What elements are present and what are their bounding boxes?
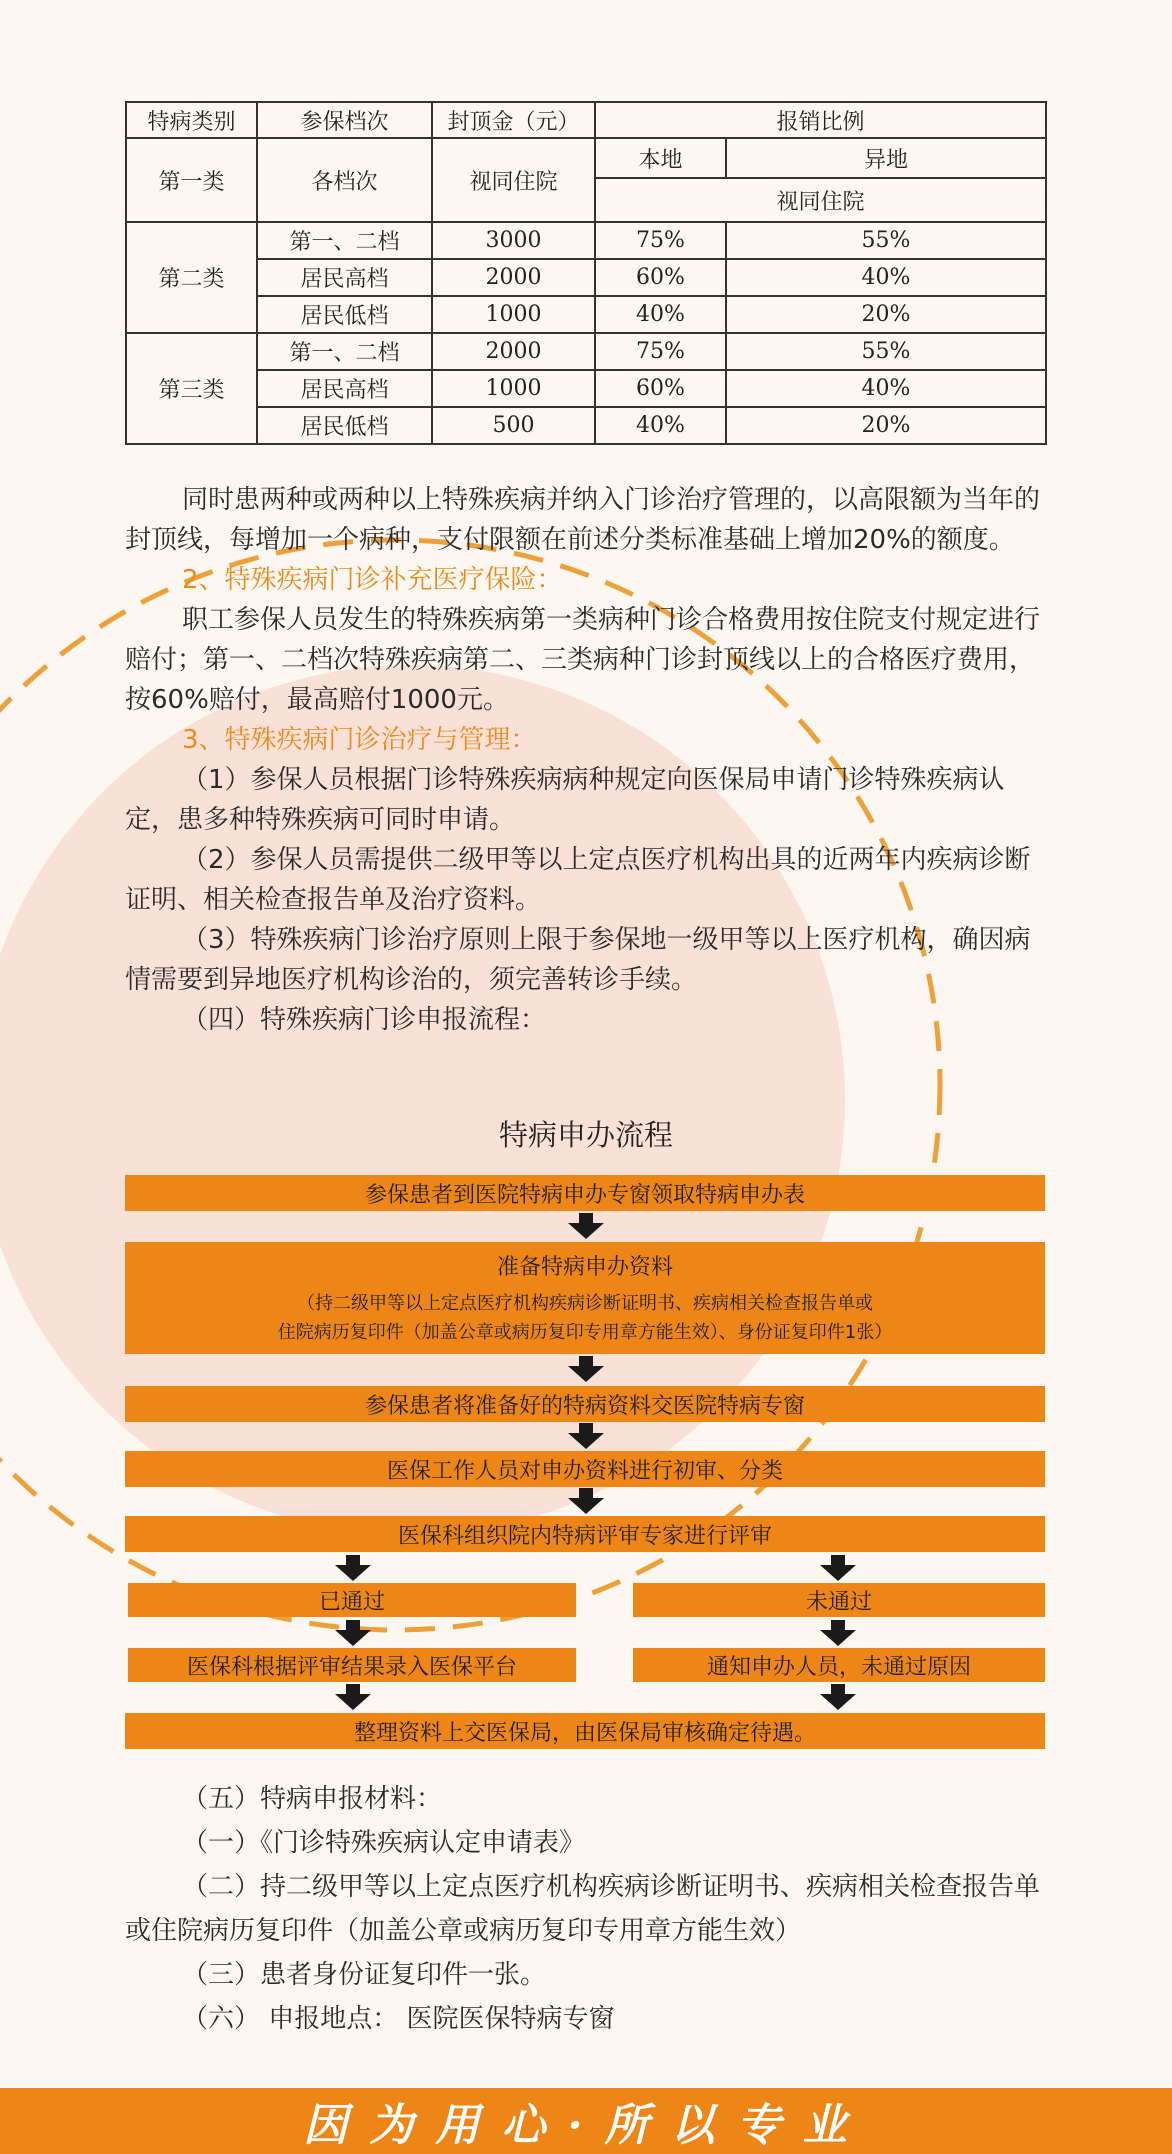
flow-final-label: 整理资料上交医保局，由医保局审核确定待遇。	[353, 1720, 816, 1746]
arrow-down-icon	[568, 1488, 604, 1514]
table-cell: 55%	[726, 333, 1046, 370]
table-cell: 60%	[595, 259, 726, 296]
flow-failed-next-label: 通知申办人员，未通过原因	[706, 1654, 971, 1680]
table-cell: 居民高档	[257, 370, 432, 407]
flow-step-3	[125, 1386, 1045, 1422]
flow-failed	[633, 1583, 1045, 1617]
table-cell: 20%	[726, 296, 1046, 333]
table-cell: 40%	[595, 296, 726, 333]
paragraph-management-1: （1）参保人员根据门诊特殊疾病病种规定向医保局申请门诊特殊疾病认定，患多种特殊疾病可同时申请。	[125, 765, 1005, 835]
policy-text	[125, 480, 1045, 1040]
class3-category: 第三类	[126, 333, 257, 444]
flow-step-5-label: 医保科组织院内特病评审专家进行评审	[397, 1523, 772, 1549]
table-cell: 75%	[595, 222, 726, 259]
table-cell: 40%	[726, 370, 1046, 407]
paragraph-multiple-diseases: 同时患两种或两种以上特殊疾病并纳入门诊治疗管理的，以高限额为当年的封顶线，每增加一个病种，支付限额在前述分类标准基础上增加20%的额度。	[125, 485, 1041, 555]
paragraph-flow-intro: （四）特殊疾病门诊申报流程：	[182, 1005, 547, 1035]
flow-failed-next	[633, 1648, 1045, 1682]
arrow-down-icon	[335, 1620, 371, 1646]
table-cell: 1000	[432, 296, 595, 333]
table-cell: 55%	[726, 222, 1046, 259]
table-cell: 2000	[432, 259, 595, 296]
reimbursement-table	[125, 101, 1047, 445]
materials-item-3: （三）患者身份证复印件一张。	[182, 1960, 547, 1990]
flow-step-2-detail-2: 住院病历复印件（加盖公章或病历复印专用章方能生效）、身份证复印件1张）	[277, 1321, 893, 1343]
table-cell: 60%	[595, 370, 726, 407]
table-cell: 居民低档	[257, 296, 432, 333]
table-cell: 20%	[726, 407, 1046, 444]
paragraph-management-2: （2）参保人员需提供二级甲等以上定点医疗机构出具的近两年内疾病诊断证明、相关检查报告单及治疗资料。	[125, 845, 1031, 915]
flow-step-2	[125, 1242, 1045, 1354]
paragraph-supplementary: 职工参保人员发生的特殊疾病第一类病种门诊合格费用按住院支付规定进行赔付；第一、二档次特殊疾病第二、三类病种门诊封顶线以上的合格医疗费用，按60%赔付，最高赔付1000元。	[125, 605, 1041, 715]
header-local: 本地	[595, 138, 726, 178]
materials-item-1: （一）《门诊特殊疾病认定申请表》	[182, 1828, 586, 1858]
table-cell: 1000	[432, 370, 595, 407]
application-location: （六） 申报地点： 医院医保特病专窗	[182, 2004, 615, 2034]
table-cell: 2000	[432, 333, 595, 370]
flow-step-1-label: 参保患者到医院特病申办专窗领取特病申办表	[364, 1182, 805, 1208]
flow-failed-label: 未通过	[805, 1589, 872, 1615]
flow-passed-next-label: 医保科根据评审结果录入医保平台	[186, 1654, 517, 1680]
header-cap: 封顶金（元）	[432, 102, 595, 138]
table-cell: 第一、二档	[257, 333, 432, 370]
arrow-down-icon	[820, 1620, 856, 1646]
class1-ratio: 视同住院	[595, 178, 1046, 222]
class1-cap: 视同住院	[432, 138, 595, 222]
table-cell: 第一、二档	[257, 222, 432, 259]
flow-final	[125, 1713, 1045, 1749]
flow-step-2-title: 准备特病申办资料	[496, 1254, 673, 1280]
header-remote: 异地	[726, 138, 1046, 178]
arrow-down-icon	[568, 1213, 604, 1239]
flow-passed	[128, 1583, 576, 1617]
paragraph-management-3: （3）特殊疾病门诊治疗原则上限于参保地一级甲等以上医疗机构，确因病情需要到异地医疗机构诊治的，须完善转诊手续。	[125, 925, 1031, 995]
flow-step-1	[125, 1175, 1045, 1211]
class1-category: 第一类	[126, 138, 257, 222]
table-cell: 40%	[726, 259, 1046, 296]
table-cell: 居民低档	[257, 407, 432, 444]
flow-step-5	[125, 1516, 1045, 1552]
arrow-down-icon	[820, 1684, 856, 1710]
materials-section	[125, 1777, 1045, 2041]
section-heading-supplementary: 2、特殊疾病门诊补充医疗保险：	[182, 565, 563, 595]
footer-slogan: 因为用心·所以专业	[303, 2100, 869, 2151]
arrow-down-icon	[820, 1555, 856, 1581]
table-cell: 500	[432, 407, 595, 444]
materials-title: （五）特病申报材料：	[182, 1784, 443, 1814]
header-grade: 参保档次	[257, 102, 432, 138]
arrow-down-icon	[568, 1423, 604, 1449]
flow-passed-next	[128, 1648, 576, 1682]
flowchart-title: 特病申办流程	[498, 1118, 673, 1152]
arrow-down-icon	[335, 1555, 371, 1581]
footer-banner	[0, 2088, 1172, 2154]
flow-step-4-label: 医保工作人员对申办资料进行初审、分类	[386, 1458, 783, 1484]
arrow-down-icon	[568, 1356, 604, 1382]
materials-item-2: （二）持二级甲等以上定点医疗机构疾病诊断证明书、疾病相关检查报告单或住院病历复印件（加盖公章或病历复印专用章方能生效）	[125, 1872, 1041, 1946]
flow-step-2-detail-1: （持二级甲等以上定点医疗机构疾病诊断证明书、疾病相关检查报告单或	[297, 1292, 873, 1314]
section-heading-management: 3、特殊疾病门诊治疗与管理：	[182, 725, 537, 755]
table-cell: 75%	[595, 333, 726, 370]
table-cell: 3000	[432, 222, 595, 259]
table-cell: 40%	[595, 407, 726, 444]
arrow-down-icon	[335, 1684, 371, 1710]
table-cell: 居民高档	[257, 259, 432, 296]
flow-step-4	[125, 1451, 1045, 1487]
header-ratio: 报销比例	[595, 102, 1046, 138]
flow-passed-label: 已通过	[318, 1589, 385, 1615]
class1-grade: 各档次	[257, 138, 432, 222]
flow-step-3-label: 参保患者将准备好的特病资料交医院特病专窗	[364, 1393, 805, 1419]
header-category: 特病类别	[126, 102, 257, 138]
class2-category: 第二类	[126, 222, 257, 333]
